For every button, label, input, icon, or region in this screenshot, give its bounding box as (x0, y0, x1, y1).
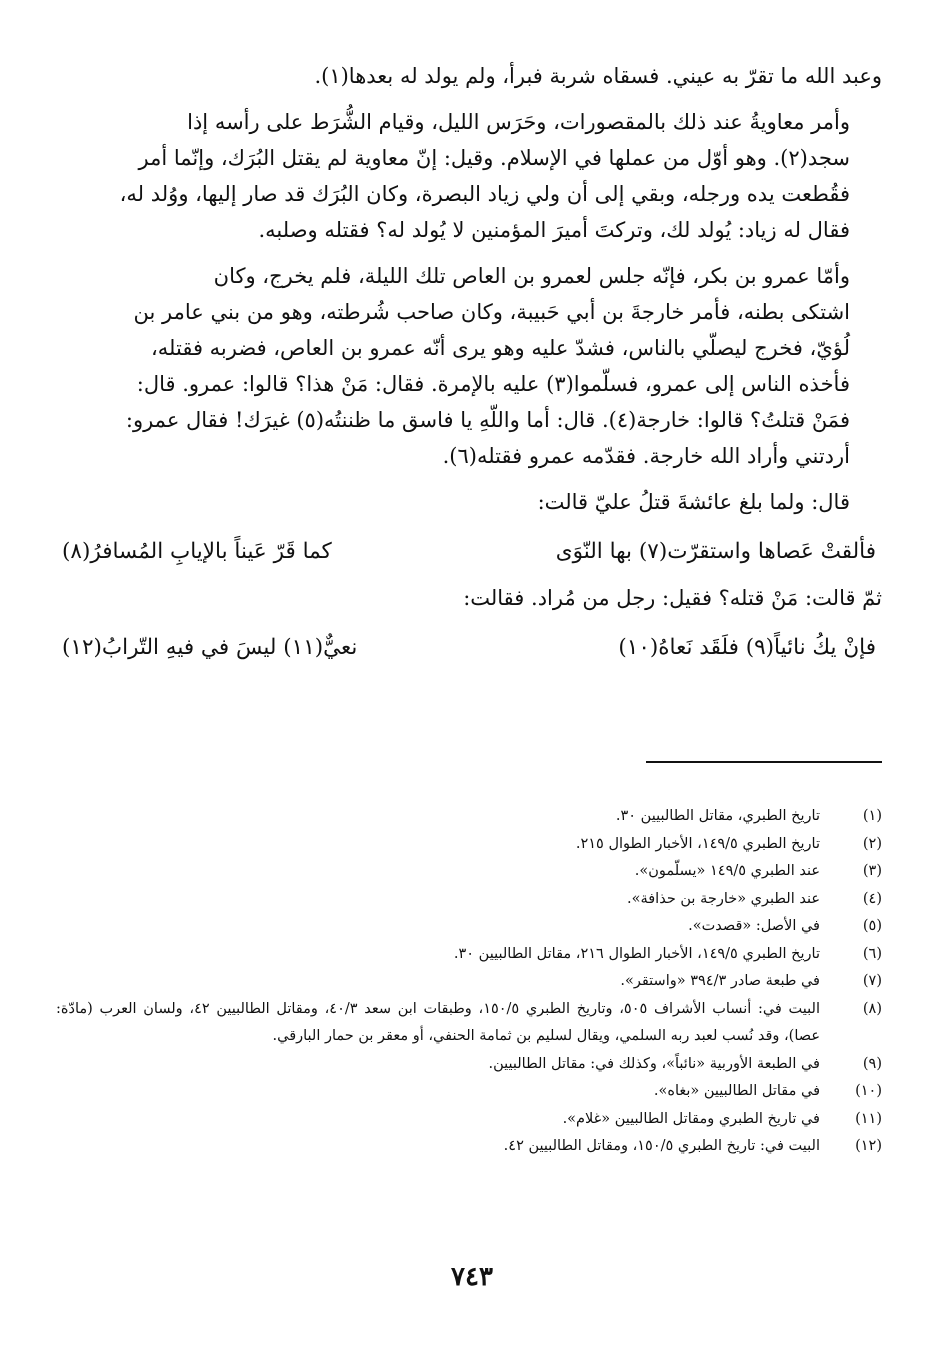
footnote (56, 1051, 882, 1079)
footnote (56, 1078, 882, 1106)
footnote-number: (١) (862, 808, 882, 824)
text-line: وعبد الله ما تقرّ به عيني. فسقاه شربة فبرأ، ولم يولد له بعدها(١). (314, 64, 882, 88)
after-verse-line: ثمّ قالت: مَنْ قتله؟ فقيل: رجل من مُراد. فقالت: (463, 586, 882, 610)
footnote-number: (٧) (862, 973, 882, 989)
footnote-text: عند الطبري «خارجة بن حذافة». (627, 890, 820, 907)
footnote-number: (٨) (862, 1000, 882, 1017)
text-line: اشتكى بطنه، فأمر خارجةَ بن أبي حَبيبة، وكان صاحب شُرطته، وهو من بني عامر بن (133, 300, 850, 324)
footnote (56, 803, 882, 831)
footnote-number: (٤) (862, 890, 882, 907)
text-line: سجد(٢). وهو أوّل من عملها في الإسلام. وقيل: إنّ معاوية لم يقتل البُرَك، وإنّما أمر (138, 146, 850, 170)
text-line: فقُطعت يده ورجله، وبقي إلى أن ولي زياد البصرة، وكان البُرَك قد صار إليها، ووُلد له، (119, 182, 850, 206)
verse-2-first-hemistich: فإنْ يكُ نائياً(٩) فلَقَد نَعاهُ(١٠) (618, 635, 876, 660)
footnote (56, 858, 882, 886)
text-line: فأخذه الناس إلى عمرو، فسلّموا(٣) عليه بالإمرة. فقال: مَنْ هذا؟ قالوا: عمرو. قال: (136, 372, 850, 396)
footnote-number: (٦) (862, 945, 882, 962)
footnote-number: (٥) (862, 918, 882, 934)
footnote-number: (١١) (855, 1110, 882, 1127)
footnote (56, 831, 882, 859)
text-line: أردتني وأراد الله خارجة. فقدّمه عمرو فقتله(٦). (442, 444, 850, 468)
verse-2 (56, 626, 882, 670)
footnote (56, 968, 882, 996)
footnote-text: في طبعة صادر ٣٩٤/٣ «واستقر». (620, 973, 820, 989)
text-line: قال: ولما بلغ عائشةَ قتلُ عليّ قالت: (537, 490, 850, 514)
text-line: فمَنْ قتلتُ؟ قالوا: خارجة(٤). قال: أما واللّهِ يا فاسق ما ظننتُه(٥) غيرَك! فقال عمرو: (125, 408, 850, 432)
footnote (56, 886, 882, 914)
footnotes (56, 803, 882, 1161)
verse-1-first-hemistich: فألقتْ عَصاها واستقرّت(٧) بها النّوَى (555, 539, 876, 564)
verse-1-second-hemistich: كما قَرّ عَيناً بالإيابِ المُسافرُ(٨) (62, 539, 332, 564)
footnote (56, 913, 882, 941)
verse-2-second-hemistich: نعيٌّ(١١) ليسَ في فيهِ التّرابُ(١٢) (62, 635, 358, 660)
footnote-text: تاريخ الطبري، مقاتل الطالبيين ٣٠. (615, 808, 820, 824)
footnote-text: في الأصل: «قصدت». (688, 918, 820, 934)
footnote-separator (646, 761, 882, 763)
footnote-text: البيت في: أنساب الأشراف ٥٠٥، وتاريخ الطبري ١٥٠/٥، وطبقات ابن سعد ٤٠/٣، ومقاتل الطالبيين ٤٢، ولسان العرب (مادّة: عصا)، وقد نُسب لعبد ربه السلمي، ويقال لسليم بن ثمامة الحنفي، أو معقر بن حمار البارقي. (56, 1000, 820, 1044)
text-line: لُؤيّ، فخرج ليصلّي بالناس، فشدّ عليه وهو يرى أنّه عمرو بن العاص، فضربه فقتله، (151, 336, 850, 360)
footnote-number: (٩) (862, 1055, 882, 1072)
footnote-number: (١٠) (855, 1083, 882, 1099)
footnote-text: تاريخ الطبري ١٤٩/٥، الأخبار الطوال ٢١٦، مقاتل الطالبيين ٣٠. (453, 945, 820, 962)
paragraph (56, 258, 882, 474)
footnote-text: في تاريخ الطبري ومقاتل الطالبيين «غلام». (562, 1110, 820, 1127)
footnote-text: تاريخ الطبري ١٤٩/٥، الأخبار الطوال ٢١٥. (575, 835, 820, 852)
text-line: وأمّا عمرو بن بكر، فإنّه جلس لعمرو بن العاص تلك الليلة، فلم يخرج، وكان (213, 264, 850, 288)
text-line: فقال له زياد: يُولد لك، وتركتَ أميرَ المؤمنين لا يُولد له؟ فقتله وصلبه. (258, 218, 850, 242)
footnote-text: البيت في: تاريخ الطبري ١٥٠/٥، ومقاتل الطالبيين ٤٢. (503, 1138, 820, 1154)
footnote-text: في الطبعة الأوربية «نائباً»، وكذلك في: مقاتل الطالبيين. (488, 1055, 820, 1072)
footnote (56, 1106, 882, 1134)
footnote (56, 1133, 882, 1161)
paragraph (56, 484, 882, 520)
footnote-text: عند الطبري ١٤٩/٥ «يسلّمون». (634, 863, 820, 879)
main-text (56, 58, 882, 676)
verse-1 (56, 530, 882, 574)
footnote-number: (١٢) (855, 1138, 882, 1154)
footnote-number: (٢) (862, 835, 882, 852)
footnote-number: (٣) (862, 863, 882, 879)
page-number: ٧٤٣ (451, 1262, 493, 1292)
text-line: وأمر معاويةُ عند ذلك بالمقصورات، وحَرَس الليل، وقيام الشُّرَط على رأسه إذا (187, 110, 850, 134)
footnote-text: في مقاتل الطالبيين «بغاه». (653, 1083, 820, 1099)
paragraphs (56, 58, 882, 520)
footnote (56, 941, 882, 969)
paragraph (56, 104, 882, 248)
paragraph (56, 58, 882, 94)
footnote (56, 996, 882, 1051)
